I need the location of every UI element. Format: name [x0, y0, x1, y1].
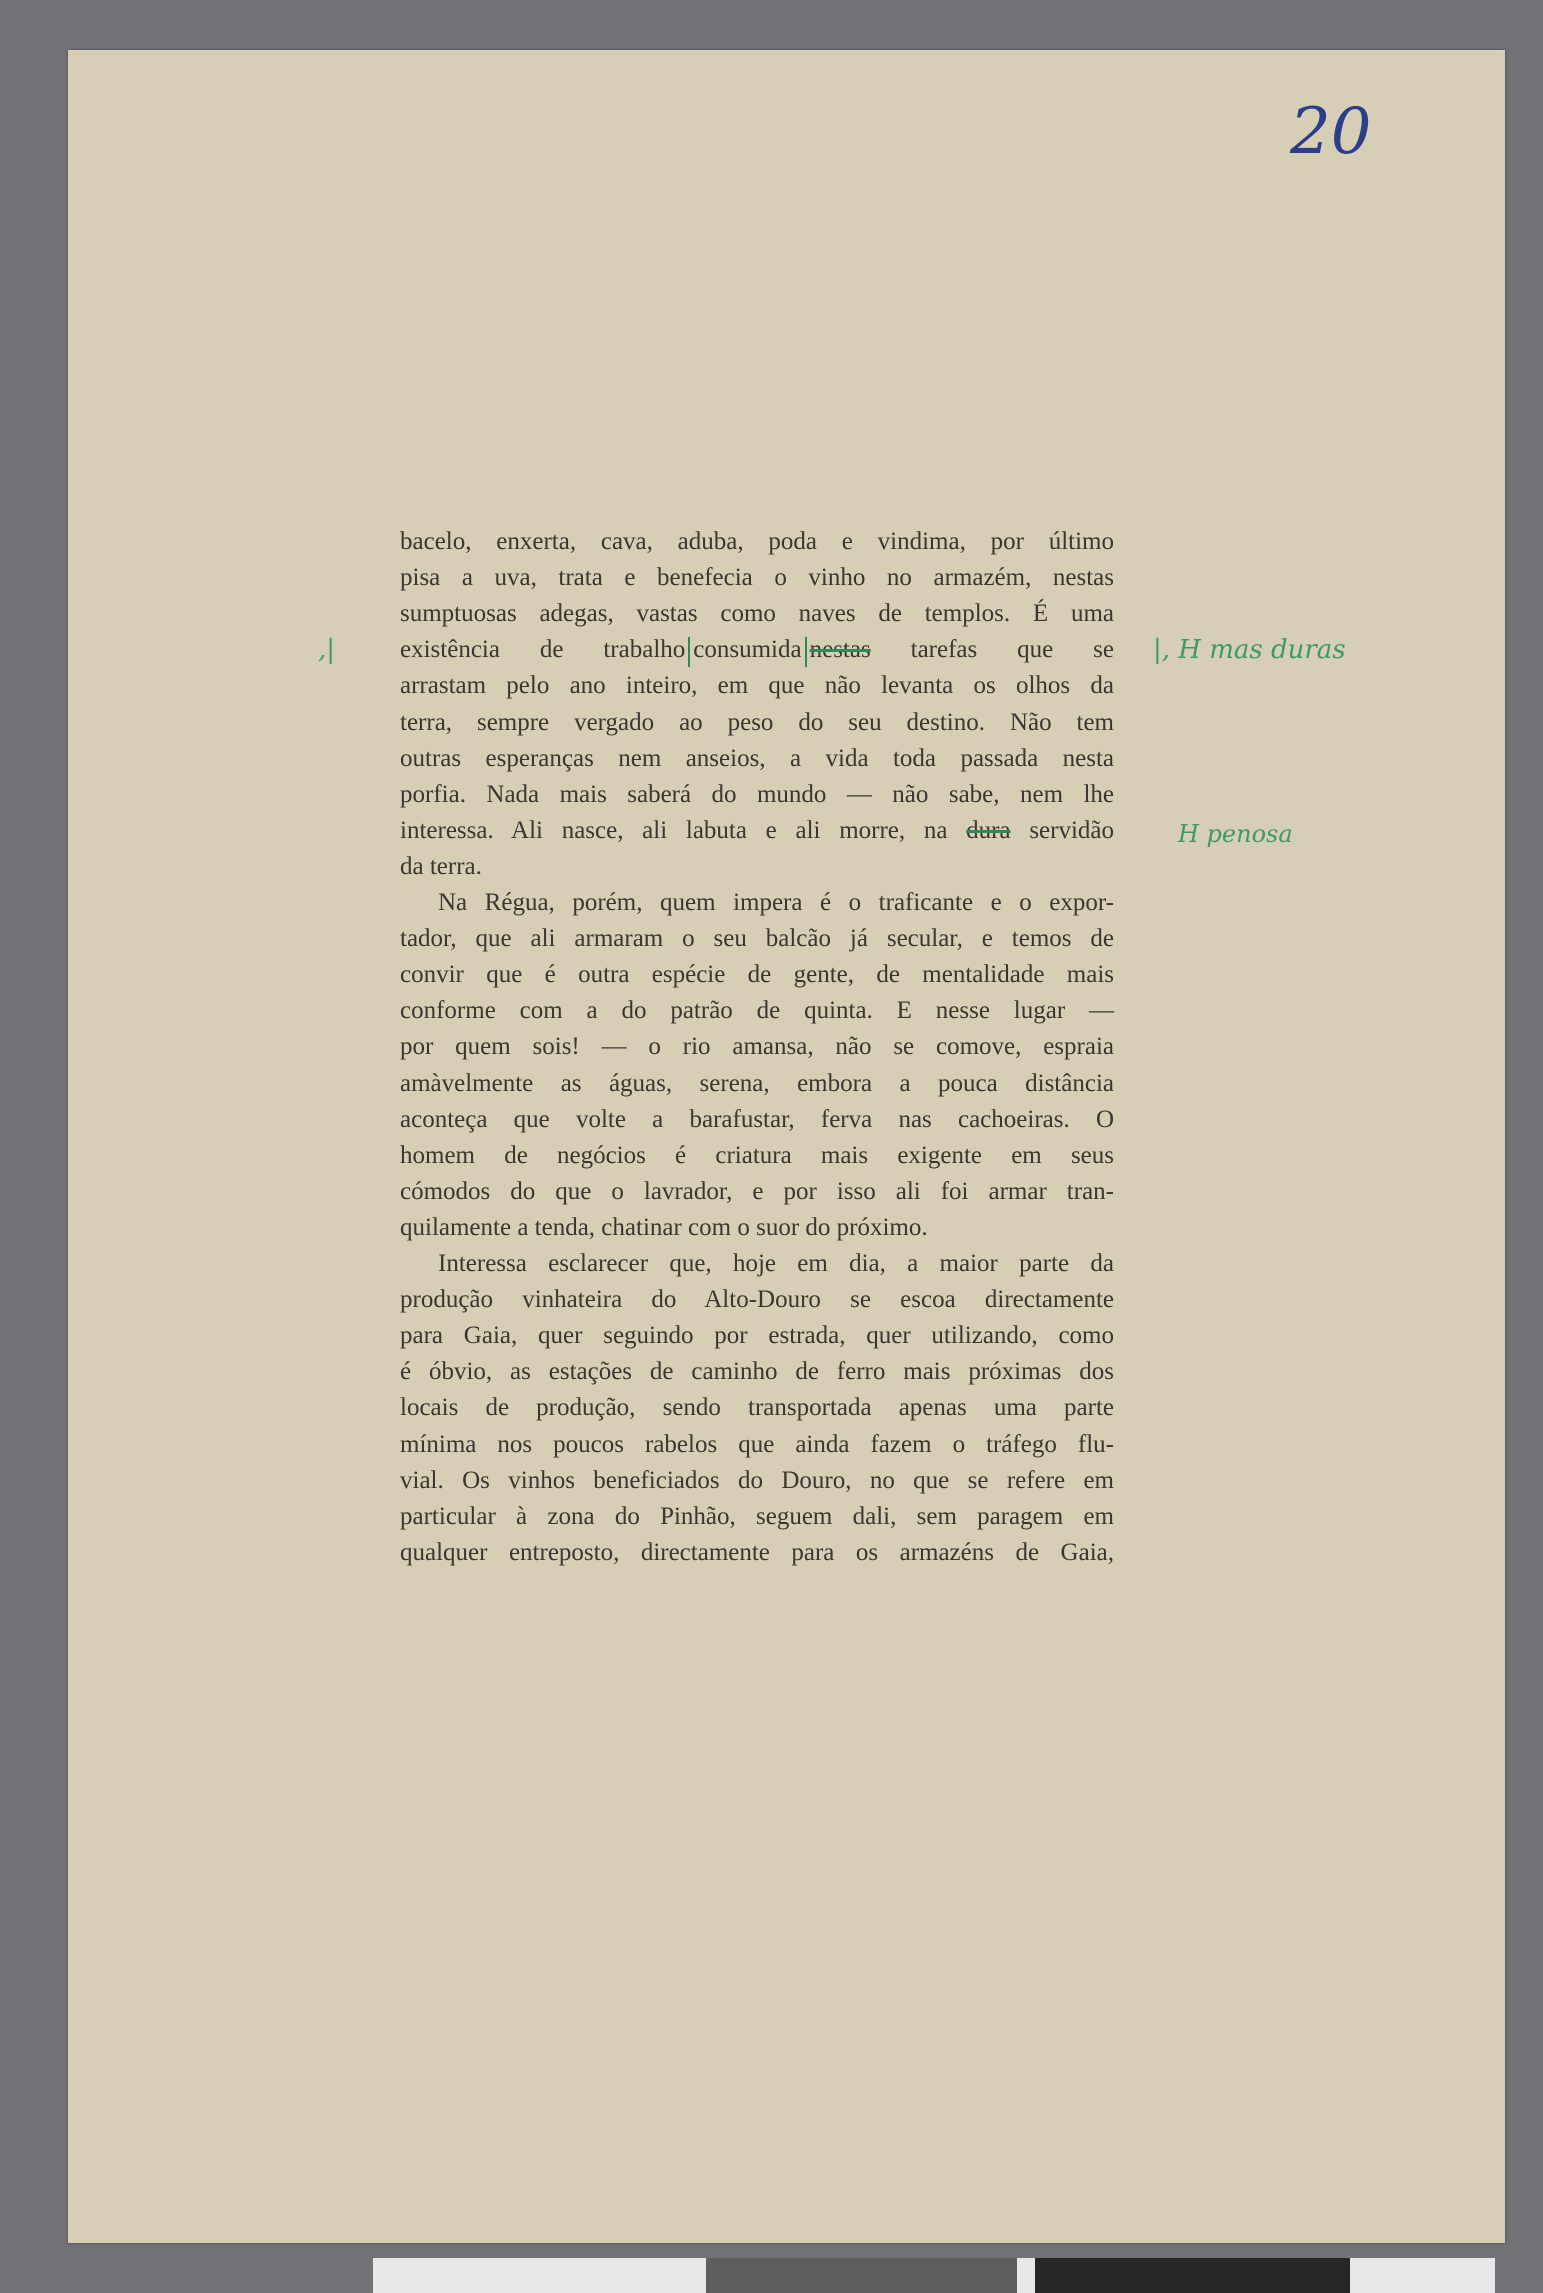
- insertion-mark: [805, 637, 807, 667]
- text-line: é óbvio, as estações de caminho de ferro mais próximas dos: [400, 1358, 1114, 1386]
- text-line: outras esperanças nem anseios, a vida toda passada nesta: [400, 744, 1114, 772]
- insertion-mark: [688, 637, 690, 667]
- struck-word: nestas: [809, 636, 871, 664]
- text-segment: interessa. Ali nasce, ali labuta e ali morre, na: [400, 816, 948, 844]
- text-line: terra, sempre vergado ao peso do seu destino. Não tem: [400, 708, 1114, 736]
- text-line: Na Régua, porém, quem impera é o traficante e o expor-: [438, 889, 1114, 916]
- text-line: conforme com a do patrão de quinta. E nesse lugar —: [400, 997, 1114, 1025]
- margin-note-left: ,|: [318, 635, 336, 665]
- text-line: pisa a uva, trata e benefecia o vinho no armazém, nestas: [400, 564, 1114, 592]
- text-line: [400, 816, 1114, 846]
- struck-word: dura: [966, 816, 1011, 844]
- scale-ruler-black: [1035, 2258, 1350, 2293]
- text-line: produção vinhateira do Alto-Douro se escoa directamente: [400, 1286, 1114, 1314]
- text-line: tador, que ali armaram o seu balcão já secular, e temos de: [400, 925, 1114, 953]
- text-line: amàvelmente as águas, serena, embora a pouca distância: [400, 1069, 1114, 1097]
- text-line: locais de produção, sendo transportada apenas uma parte: [400, 1394, 1114, 1422]
- text-segment: existência de trabalho: [400, 636, 686, 664]
- document-page: [68, 50, 1505, 2243]
- scale-ruler-white: [373, 2258, 706, 2293]
- text-segment: tarefas que se: [910, 636, 1114, 664]
- margin-note-mas-duras: |, H mas duras: [1153, 635, 1346, 665]
- text-line: para Gaia, quer seguindo por estrada, quer utilizando, como: [400, 1322, 1114, 1350]
- text-line: arrastam pelo ano inteiro, em que não levanta os olhos da: [400, 672, 1114, 700]
- text-line: particular à zona do Pinhão, seguem dali, sem paragem em: [400, 1502, 1114, 1530]
- text-line: Interessa esclarecer que, hoje em dia, a maior parte da: [438, 1250, 1114, 1277]
- text-line: cómodos do que o lavrador, e por isso ali foi armar tran-: [400, 1177, 1114, 1205]
- text-line: homem de negócios é criatura mais exigente em seus: [400, 1141, 1114, 1169]
- text-line: quilamente a tenda, chatinar com o suor do próximo.: [400, 1213, 928, 1241]
- text-line: sumptuosas adegas, vastas como naves de templos. É uma: [400, 600, 1114, 628]
- text-line: vial. Os vinhos beneficiados do Douro, no que se refere em: [400, 1466, 1114, 1494]
- text-line: qualquer entreposto, directamente para os armazéns de Gaia,: [400, 1538, 1114, 1566]
- margin-note-penosa: H penosa: [1178, 820, 1293, 848]
- scale-ruler-gap: [1017, 2258, 1035, 2293]
- text-line: [400, 635, 1114, 666]
- scale-ruler-white-end: [1350, 2258, 1495, 2293]
- text-line: da terra.: [400, 852, 482, 880]
- text-line: mínima nos poucos rabelos que ainda fazem o tráfego flu-: [400, 1430, 1114, 1458]
- text-line: aconteça que volte a barafustar, ferva nas cachoeiras. O: [400, 1105, 1114, 1133]
- text-segment: servidão: [1029, 816, 1115, 844]
- text-line: bacelo, enxerta, cava, aduba, poda e vindima, por último: [400, 528, 1114, 555]
- text-segment: consumida: [693, 636, 802, 664]
- scale-ruler-gray: [706, 2258, 1017, 2293]
- handwritten-page-number: 20: [1290, 95, 1372, 169]
- text-line: convir que é outra espécie de gente, de mentalidade mais: [400, 961, 1114, 989]
- text-line: por quem sois! — o rio amansa, não se comove, espraia: [400, 1033, 1114, 1061]
- text-line: porfia. Nada mais saberá do mundo — não sabe, nem lhe: [400, 780, 1114, 808]
